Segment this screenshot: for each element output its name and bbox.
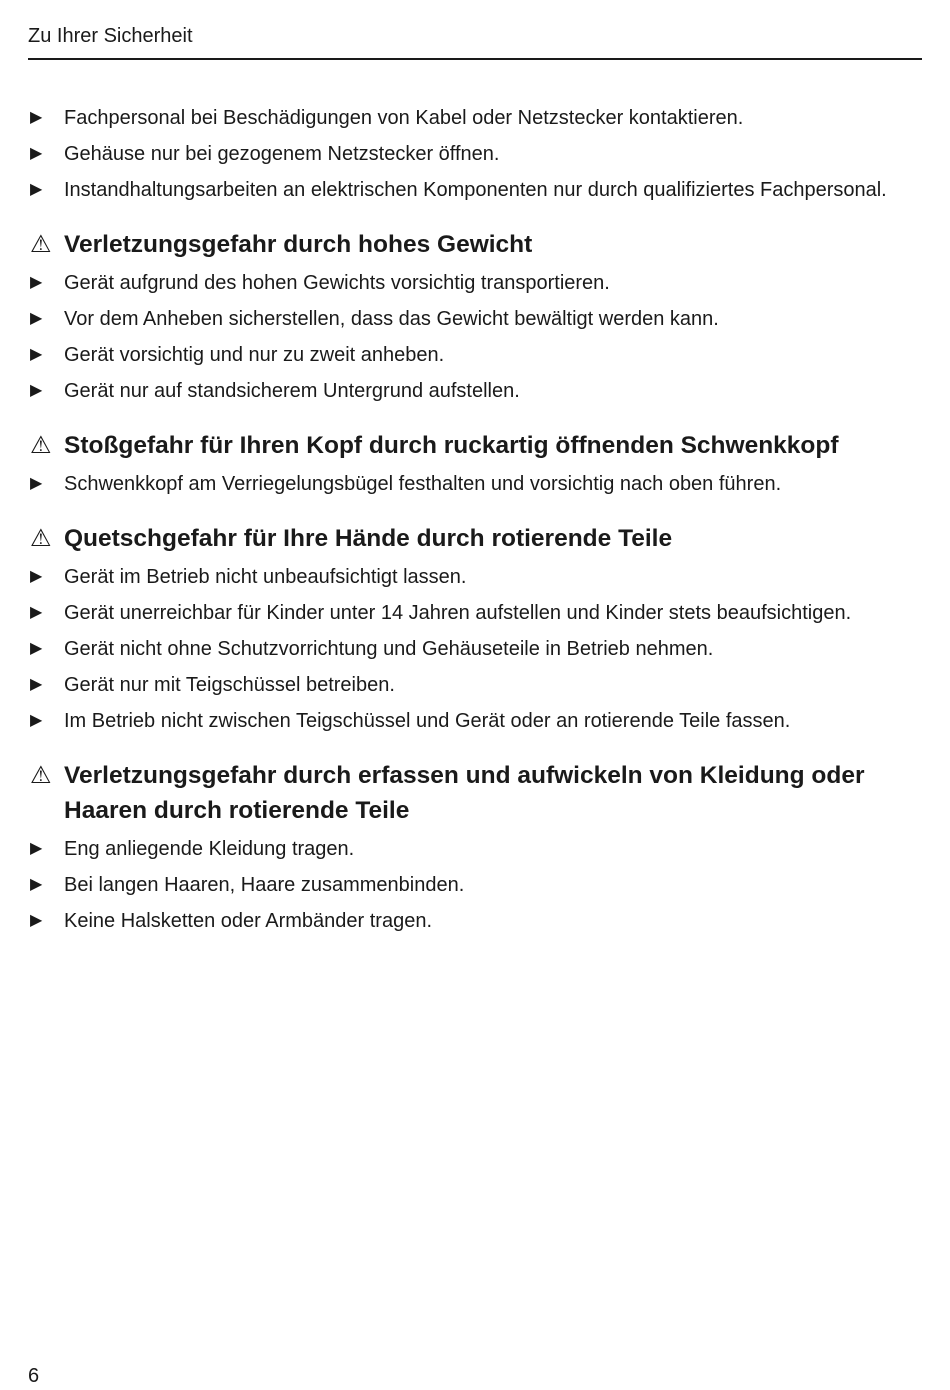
list-item (30, 670, 910, 700)
bullet-icon: ▶ (30, 109, 43, 126)
bullet-icon: ▶ (30, 712, 43, 729)
list-item-text: Gerät vorsichtig und nur zu zweit anheben. (64, 344, 445, 366)
list-item (30, 268, 910, 298)
list-item (30, 340, 910, 370)
list-item-text: Gerät nur auf standsicherem Untergrund aufstellen. (64, 380, 520, 402)
list-item (30, 870, 910, 900)
list-item-text: Eng anliegende Kleidung tragen. (64, 838, 355, 860)
list-item-text: Gerät nicht ohne Schutzvorrichtung und Gehäuseteile in Betrieb nehmen. (64, 638, 714, 660)
section-title: Stoßgefahr für Ihren Kopf durch ruckartig öffnenden Schwenkkopf (64, 432, 839, 459)
list-item (30, 103, 910, 133)
section-entanglement (30, 758, 910, 936)
list-item-text: Schwenkkopf am Verriegelungsbügel festhalten und vorsichtig nach oben führen. (64, 473, 782, 495)
bullet-icon: ▶ (30, 604, 43, 621)
section-heading (30, 758, 910, 828)
list-item (30, 598, 910, 628)
warning-icon: ⚠ (30, 231, 52, 258)
list-item (30, 175, 910, 205)
section-title: Quetschgefahr für Ihre Hände durch rotierende Teile (64, 525, 673, 552)
section-weight (30, 227, 910, 406)
list-item-text: Gerät nur mit Teigschüssel betreiben. (64, 674, 395, 696)
list-item-text: Gerät im Betrieb nicht unbeaufsichtigt lassen. (64, 566, 467, 588)
list-item-text: Fachpersonal bei Beschädigungen von Kabel oder Netzstecker kontaktieren. (64, 107, 744, 129)
list-item-text: Gerät aufgrund des hohen Gewichts vorsichtig transportieren. (64, 272, 610, 294)
warning-icon: ⚠ (30, 762, 52, 789)
page-number: 6 (28, 1365, 40, 1387)
list-item (30, 469, 910, 499)
bullet-icon: ▶ (30, 876, 43, 893)
list-item-text: Bei langen Haaren, Haare zusammenbinden. (64, 874, 465, 896)
bullet-icon: ▶ (30, 840, 43, 857)
warning-icon: ⚠ (30, 525, 52, 552)
section-heading (30, 227, 910, 262)
list-item (30, 304, 910, 334)
bullet-icon: ▶ (30, 640, 43, 657)
list-item (30, 376, 910, 406)
bullet-icon: ▶ (30, 346, 43, 363)
section-title: Verletzungsgefahr durch hohes Gewicht (64, 231, 533, 258)
list-item-text: Gehäuse nur bei gezogenem Netzstecker öffnen. (64, 143, 500, 165)
list-item (30, 906, 910, 936)
section-heading (30, 428, 910, 463)
warning-icon: ⚠ (30, 432, 52, 459)
list-item-text: Im Betrieb nicht zwischen Teigschüssel und Gerät oder an rotierende Teile fassen. (64, 710, 791, 732)
bullet-icon: ▶ (30, 912, 43, 929)
list-item-text: Keine Halsketten oder Armbänder tragen. (64, 910, 432, 932)
bullet-icon: ▶ (30, 676, 43, 693)
bullet-icon: ▶ (30, 181, 43, 198)
bullet-icon: ▶ (30, 145, 43, 162)
list-item (30, 834, 910, 864)
list-item-text: Vor dem Anheben sicherstellen, dass das Gewicht bewältigt werden kann. (64, 308, 719, 330)
bullet-icon: ▶ (30, 475, 43, 492)
list-item (30, 562, 910, 592)
section-head-impact (30, 428, 910, 499)
list-item-text: Gerät unerreichbar für Kinder unter 14 Jahren aufstellen und Kinder stets beaufsichtigen. (64, 602, 852, 624)
list-item (30, 139, 910, 169)
list-item (30, 634, 910, 664)
bullet-icon: ▶ (30, 274, 43, 291)
page-header: Zu Ihrer Sicherheit (28, 22, 922, 60)
section-crushing (30, 521, 910, 736)
content (30, 103, 910, 942)
bullet-icon: ▶ (30, 382, 43, 399)
list-item (30, 706, 910, 736)
bullet-icon: ▶ (30, 310, 43, 327)
section-title: Verletzungsgefahr durch erfassen und aufwickeln von Kleidung oder Haaren durch rotierende Teile (64, 762, 865, 824)
intro-list (30, 103, 910, 205)
list-item-text: Instandhaltungsarbeiten an elektrischen Komponenten nur durch qualifiziertes Fachpersonal. (64, 179, 887, 201)
bullet-icon: ▶ (30, 568, 43, 585)
section-heading (30, 521, 910, 556)
